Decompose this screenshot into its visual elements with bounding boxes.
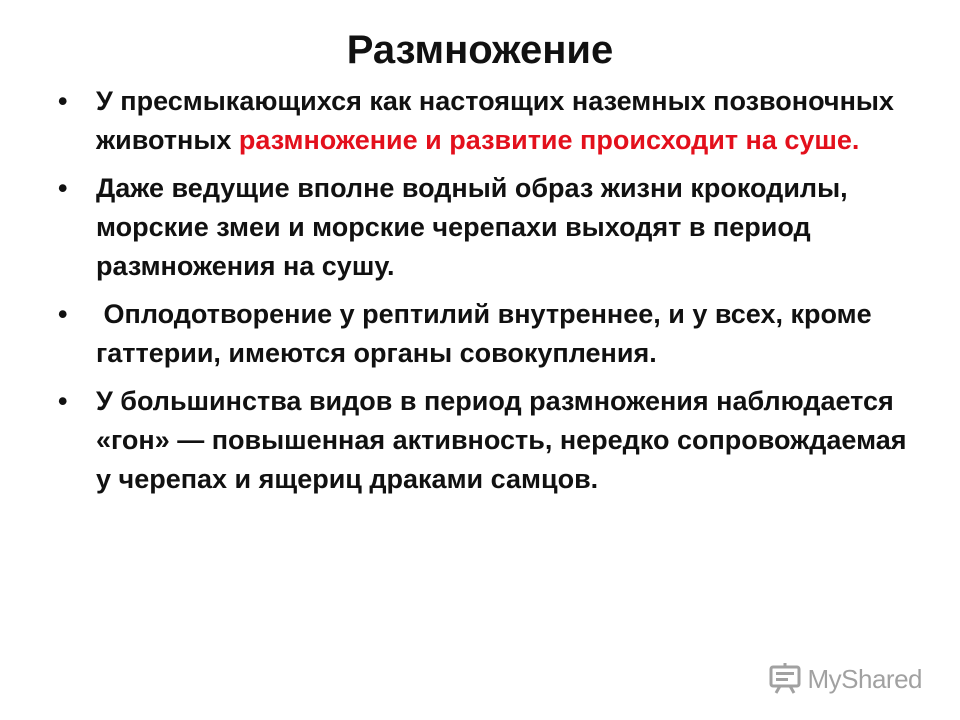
- presentation-board-icon: [768, 662, 802, 696]
- bullet-text: Оплодотворение у рептилий внутреннее, и у всех, кроме гаттерии, имеются органы совокупления.: [96, 299, 880, 368]
- bullet-dot: •: [58, 386, 68, 416]
- bullet-item-1: [58, 82, 918, 160]
- bullet-text: [96, 86, 894, 155]
- bullet-text-highlight: размножение и развитие происходит на суше.: [238, 125, 860, 155]
- bullet-text: У большинства видов в период размножения наблюдается «гон» — повышенная активность, нередко сопровождаемая у черепах и ящериц драками самцов.: [96, 386, 907, 494]
- slide-title: Размножение: [346, 28, 614, 72]
- bullet-dot: •: [58, 86, 68, 116]
- bullet-item-3: [58, 295, 918, 373]
- watermark: [768, 662, 923, 696]
- bullet-text: Даже ведущие вполне водный образ жизни крокодилы, морские змеи и морские черепахи выходят в период размножения на сушу.: [96, 173, 848, 281]
- bullet-dot: •: [58, 299, 68, 329]
- bullet-list: [58, 82, 918, 508]
- bullet-item-4: [58, 382, 918, 499]
- bullet-dot: •: [58, 173, 68, 203]
- bullet-item-2: [58, 169, 918, 286]
- bullet-text-part: У пресмыкающихся как настоящих наземных позвоночных животных: [96, 86, 894, 155]
- watermark-text: MyShared: [807, 663, 922, 694]
